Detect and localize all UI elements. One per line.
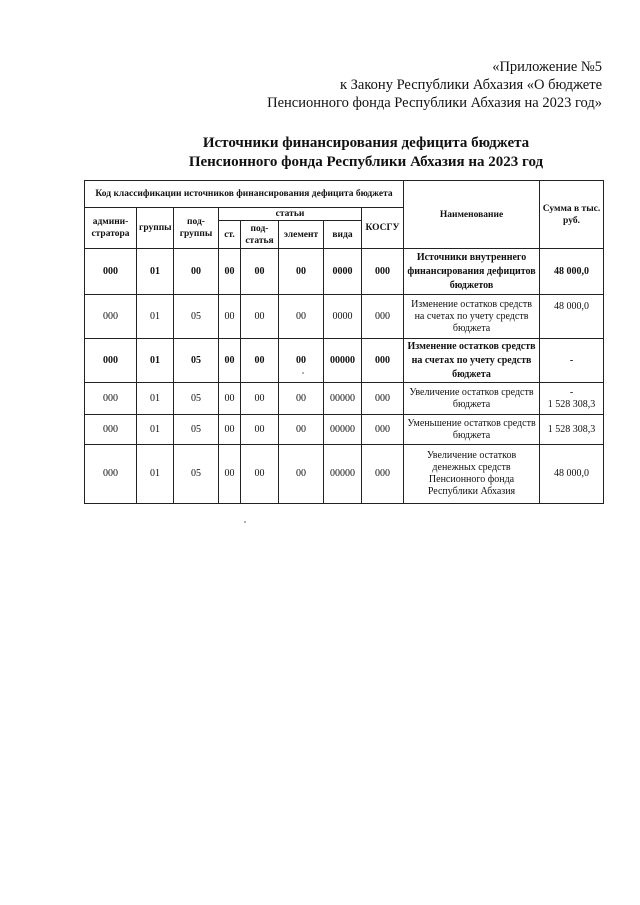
cell-vida: 00000 [324, 415, 362, 445]
header-vida: вида [324, 221, 362, 249]
cell-sum [540, 383, 604, 415]
cell-substatya: 00 [241, 295, 279, 339]
cell-sum-value: 48 000,0 [554, 301, 590, 312]
cell-group: 01 [137, 339, 174, 383]
header-group: группы [137, 208, 174, 249]
table-row [85, 383, 604, 415]
cell-group: 01 [137, 383, 174, 415]
cell-name: Увеличение остатков денежных средств Пенсионного фонда Республики Абхазия [404, 445, 540, 504]
cell-element: 00 [279, 445, 324, 504]
cell-element: 00 [279, 383, 324, 415]
cell-kosgu: 000 [362, 445, 404, 504]
cell-kosgu: 000 [362, 295, 404, 339]
cell-substatya: 00 [241, 445, 279, 504]
cell-sum-value: 1 528 308,3 [547, 398, 596, 410]
cell-element: 00 [279, 249, 324, 295]
header-substatya: под-статья [241, 221, 279, 249]
header-name: Наименование [404, 181, 540, 249]
title-line-2: Пенсионного фонда Республики Абхазия на 2023 год [188, 154, 544, 170]
table-row [85, 295, 604, 339]
cell-subgroup: 05 [174, 445, 219, 504]
cell-st: 00 [219, 295, 241, 339]
appendix-line-3: Пенсионного фонда Республики Абхазия на 2023 год» [267, 95, 602, 111]
cell-administrator: 000 [85, 383, 137, 415]
appendix-note [267, 58, 602, 112]
cell-subgroup: 05 [174, 415, 219, 445]
cell-element: 00 [279, 339, 324, 383]
header-st: ст. [219, 221, 241, 249]
cell-kosgu: 000 [362, 383, 404, 415]
cell-name: Изменение остатков средств на счетах по учету средств бюджета [404, 339, 540, 383]
cell-kosgu: 000 [362, 339, 404, 383]
cell-st: 00 [219, 339, 241, 383]
cell-group: 01 [137, 295, 174, 339]
cell-sum-value: 48 000,0 [554, 265, 590, 277]
cell-element: 00 [279, 415, 324, 445]
header-classification-code: Код классификации источников финансирования дефицита бюджета [85, 181, 404, 208]
cell-administrator: 000 [85, 295, 137, 339]
cell-vida: 00000 [324, 383, 362, 415]
cell-sum [540, 295, 604, 339]
table-row [85, 415, 604, 445]
cell-group: 01 [137, 445, 174, 504]
cell-sum [540, 415, 604, 445]
financing-sources-table [84, 180, 604, 504]
cell-administrator: 000 [85, 339, 137, 383]
cell-sum [540, 339, 604, 383]
cell-vida: 00000 [324, 339, 362, 383]
cell-vida: 0000 [324, 249, 362, 295]
header-kosgu: КОСГУ [362, 208, 404, 249]
table-row [85, 445, 604, 504]
cell-name: Уменьшение остатков средств бюджета [404, 415, 540, 445]
table-row [85, 339, 604, 383]
table-row [85, 249, 604, 295]
cell-subgroup: 00 [174, 249, 219, 295]
cell-administrator: 000 [85, 445, 137, 504]
cell-sum-value: 1 528 308,3 [547, 423, 596, 435]
cell-name: Увеличение остатков средств бюджета [404, 383, 540, 415]
cell-substatya: 00 [241, 415, 279, 445]
cell-subgroup: 05 [174, 339, 219, 383]
cell-substatya: 00 [241, 383, 279, 415]
cell-st: 00 [219, 249, 241, 295]
cell-name: Источники внутреннего финансирования дефицитов бюджетов [404, 249, 540, 295]
cell-sum-value: 48 000,0 [554, 468, 590, 479]
table-body [85, 249, 604, 504]
title-line-1: Источники финансирования дефицита бюджета [202, 135, 530, 151]
document-title [0, 134, 640, 172]
cell-administrator: 000 [85, 415, 137, 445]
header-articles: статьи [219, 208, 362, 221]
cell-st: 00 [219, 445, 241, 504]
cell-st: 00 [219, 415, 241, 445]
cell-kosgu: 000 [362, 249, 404, 295]
cell-sum-value: - [569, 354, 574, 366]
cell-substatya: 00 [241, 339, 279, 383]
scan-speck [302, 372, 304, 374]
cell-subgroup: 05 [174, 383, 219, 415]
cell-st: 00 [219, 383, 241, 415]
cell-vida: 00000 [324, 445, 362, 504]
header-administrator: админи-стратора [85, 208, 137, 249]
cell-name: Изменение остатков средств на счетах по учету средств бюджета [404, 295, 540, 339]
cell-subgroup: 05 [174, 295, 219, 339]
header-subgroup: под-группы [174, 208, 219, 249]
cell-sum [540, 249, 604, 295]
header-sum: Сумма в тыс. руб. [540, 181, 604, 249]
cell-vida: 0000 [324, 295, 362, 339]
cell-element: 00 [279, 295, 324, 339]
cell-kosgu: 000 [362, 415, 404, 445]
appendix-line-1: «Приложение №5 [492, 59, 602, 75]
appendix-line-2: к Закону Республики Абхазия «О бюджете [340, 77, 602, 93]
cell-sum [540, 445, 604, 504]
header-element: элемент [279, 221, 324, 249]
cell-sum-top: - [569, 386, 574, 398]
cell-substatya: 00 [241, 249, 279, 295]
cell-group: 01 [137, 415, 174, 445]
scan-speck [244, 521, 246, 523]
cell-administrator: 000 [85, 249, 137, 295]
cell-group: 01 [137, 249, 174, 295]
